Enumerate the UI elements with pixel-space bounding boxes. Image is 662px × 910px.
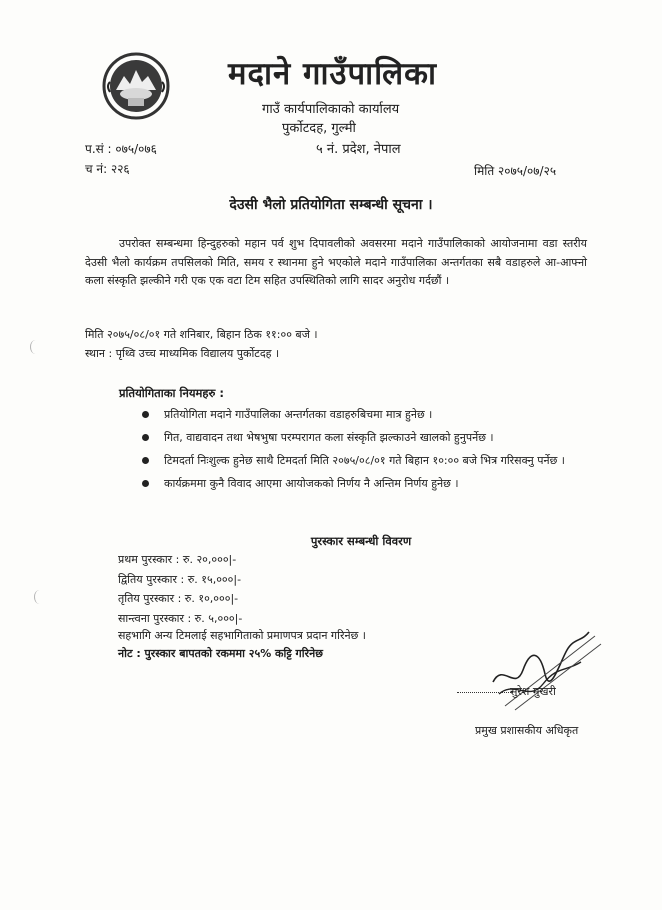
office-name: मदाने गाउँपालिका bbox=[228, 56, 438, 92]
rules-heading: प्रतियोगिताका नियमहरु : bbox=[119, 386, 225, 400]
bullet-icon bbox=[142, 480, 149, 487]
bullet-icon bbox=[142, 434, 149, 441]
rules-list bbox=[142, 406, 582, 498]
prize-item: द्वितिय पुरस्कार : रु. १५,०००|- bbox=[118, 572, 242, 586]
prize-item: सान्त्वना पुरस्कार : रु. ५,०००|- bbox=[118, 611, 243, 625]
punch-hole-mark bbox=[34, 590, 45, 604]
letter-date: मिति २०७५/०७/२५ bbox=[474, 164, 557, 178]
signer-title: प्रमुख प्रशासकीय अधिकृत bbox=[475, 724, 579, 737]
signature-stamp bbox=[485, 622, 605, 714]
event-venue: स्थान : पृथ्वि उच्च माध्यमिक विद्यालय पुर्कोटदह । bbox=[85, 347, 280, 360]
signature-line bbox=[457, 692, 513, 693]
signer-name: सुरेश मुखरी bbox=[510, 685, 556, 698]
certificate-note: सहभागि अन्य टिमलाई सहभागिताको प्रमाणपत्र प्रदान गरिनेछ । bbox=[118, 629, 366, 642]
reference-number: प.सं : ०७५/०७६ bbox=[85, 142, 157, 156]
office-province: ५ नं. प्रदेश, नेपाल bbox=[316, 142, 401, 157]
rule-text: टिमदर्ता निःशुल्क हुनेछ साथै टिमदर्ता मिति २०७५/०८/०१ गते बिहान १०:०० बजे भित्र गरिसक्नु पर्नेछ । bbox=[164, 454, 565, 467]
notice-paragraph: उपरोक्त सम्बन्धमा हिन्दुहरुको महान पर्व शुभ दिपावलीको अवसरमा मदाने गाउँपालिकाको आयोजनामा वडा स्तरीय देउसी भैलो कार्यक्रम तपसिलको मिति, समय र स्थानमा हुने भएकोले मदाने गाउँपालिका अन्तर्गतका सबै वडाहरुले आ-आफ्नो कला संस्कृति झल्कीने गरी एक एक वटा टिम सहित उपस्थितिको लागि सादर अनुरोध गर्दछौं । bbox=[85, 237, 587, 287]
tax-note: नोट : पुरस्कार बापतको रकममा २५% कट्टि गरिनेछ bbox=[118, 647, 323, 660]
rule-item bbox=[142, 475, 582, 492]
rule-item bbox=[142, 429, 582, 446]
rule-text: प्रतियोगिता मदाने गाउँपालिका अन्तर्गतका वडाहरुबिचमा मात्र हुनेछ । bbox=[164, 408, 433, 421]
notice-title: देउसी भैलो प्रतियोगिता सम्बन्धी सूचना । bbox=[229, 197, 433, 213]
prize-item: प्रथम पुरस्कार : रु. २०,०००|- bbox=[118, 553, 237, 566]
prize-heading: पुरस्कार सम्बन्धी विवरण bbox=[310, 534, 412, 548]
rule-text: कार्यक्रममा कुनै विवाद आएमा आयोजकको निर्णय नै अन्तिम निर्णय हुनेछ । bbox=[164, 477, 459, 490]
office-subtitle: गाउँ कार्यपालिकाको कार्यालय bbox=[262, 102, 400, 117]
event-date: मिति २०७५/०८/०१ गते शनिबार, बिहान ठिक ११:०० बजे । bbox=[85, 328, 318, 341]
prize-list bbox=[118, 550, 242, 628]
office-address: पुर्कोटदह, गुल्मी bbox=[282, 121, 356, 136]
prize-item: तृतिय पुरस्कार : रु. १०,०००|- bbox=[118, 592, 239, 605]
punch-hole-mark bbox=[30, 340, 41, 354]
bullet-icon bbox=[142, 457, 149, 464]
rule-text: गित, वाद्यवादन तथा भेषभुषा परम्परागत कला संस्कृति झल्काउने खालको हुनुपर्नेछ । bbox=[164, 431, 494, 444]
bullet-icon bbox=[142, 411, 149, 418]
chalani-number: च नं: २२६ bbox=[85, 162, 130, 176]
rule-item bbox=[142, 406, 582, 423]
government-emblem-icon bbox=[102, 52, 170, 120]
rule-item bbox=[142, 452, 582, 469]
